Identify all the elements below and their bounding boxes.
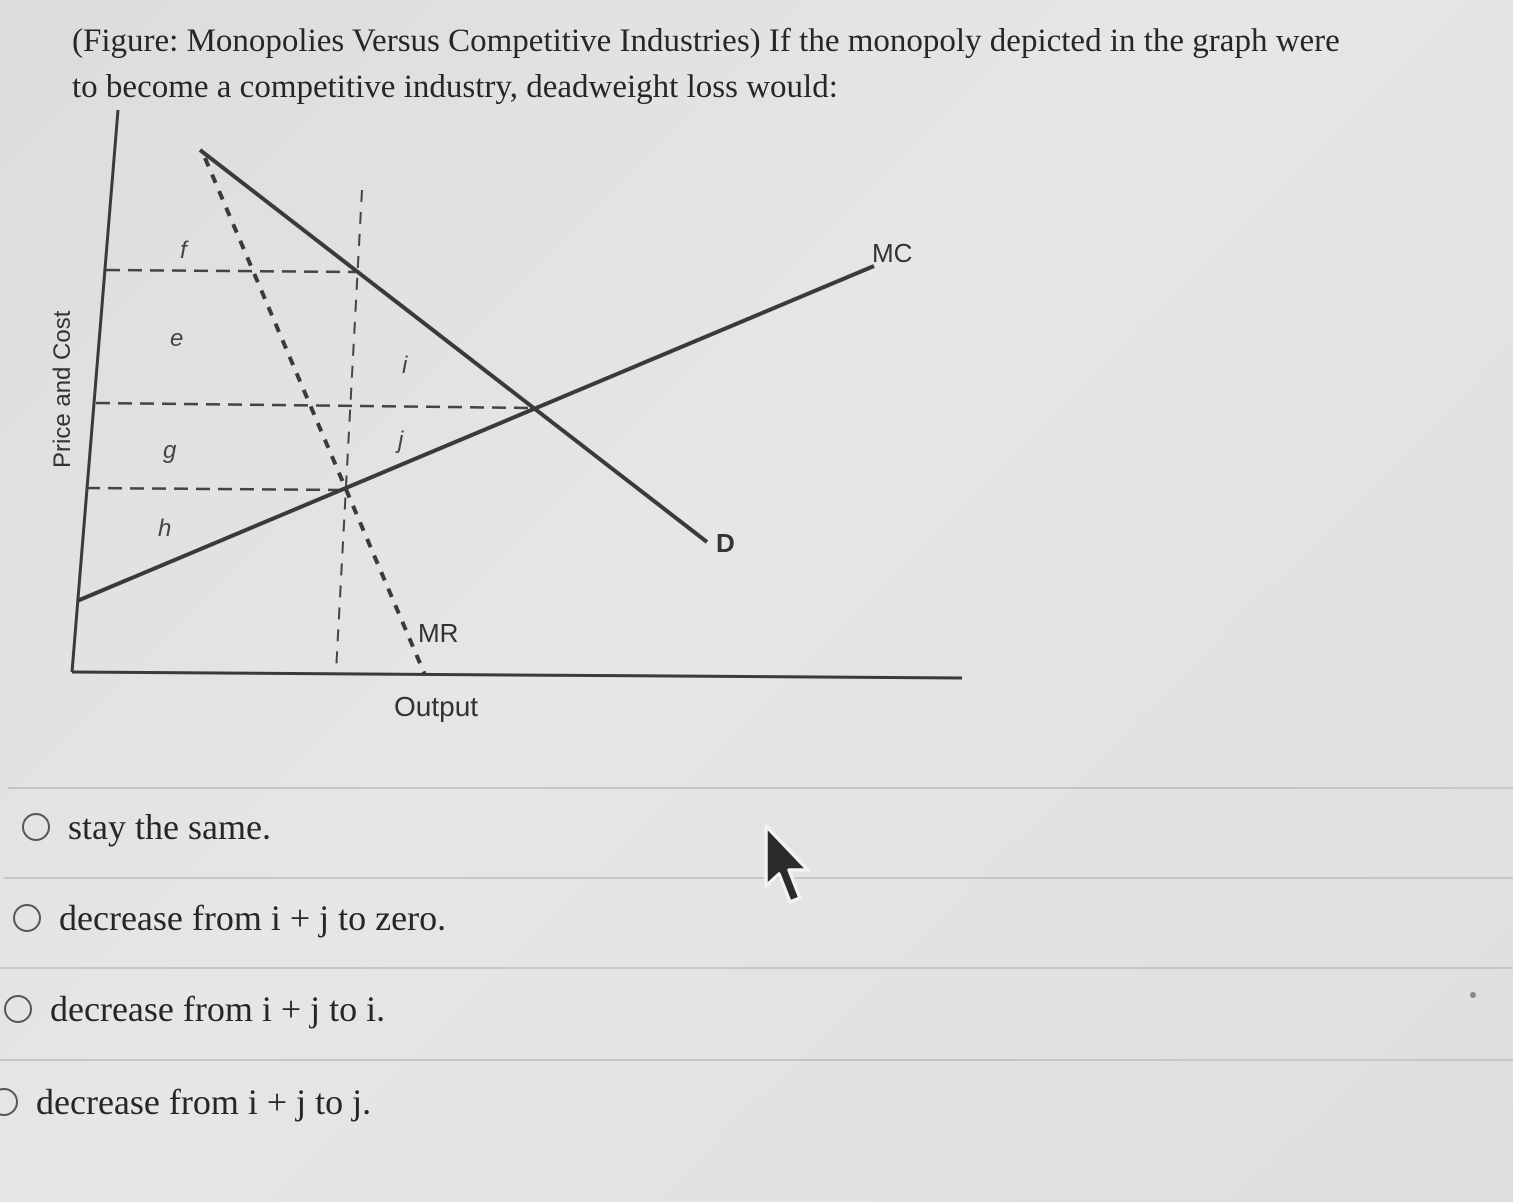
area-label-j: j: [398, 427, 404, 454]
option-stay-same[interactable]: [22, 806, 271, 848]
area-label-e: e: [170, 325, 184, 352]
divider-1: [8, 787, 1513, 789]
option-label: stay the same.: [68, 807, 271, 847]
radio-button[interactable]: [22, 813, 50, 841]
divider-3: [0, 967, 1513, 969]
option-label: decrease from i + j to zero.: [59, 898, 447, 938]
mr-label: MR: [418, 618, 459, 648]
guide-monopoly-output: [336, 190, 362, 672]
area-label-h: h: [158, 515, 172, 542]
speck-dot: [1470, 992, 1476, 998]
mr-curve: [205, 158, 425, 675]
option-label: decrease from i + j to j.: [36, 1082, 372, 1122]
mc-label: MC: [872, 238, 913, 268]
radio-button[interactable]: [4, 995, 32, 1023]
radio-button[interactable]: [13, 904, 41, 932]
option-decrease-to-i[interactable]: [4, 988, 385, 1030]
divider-2: [4, 877, 1513, 879]
monopoly-graph: [0, 0, 1000, 740]
guide-competitive-price: [96, 403, 533, 408]
area-label-i: i: [402, 352, 408, 379]
area-label-f: f: [180, 237, 187, 264]
question-line-2: to become a competitive industry, deadweight loss would:: [72, 69, 838, 105]
area-label-g: g: [163, 437, 177, 464]
question-line-1: (Figure: Monopolies Versus Competitive Industries) If the monopoly depicted in the graph were: [72, 23, 1340, 59]
option-decrease-to-zero[interactable]: [13, 897, 446, 939]
option-decrease-to-j[interactable]: [0, 1081, 371, 1123]
radio-button[interactable]: [0, 1088, 18, 1116]
option-label: decrease from i + j to i.: [50, 989, 386, 1029]
y-axis-label: Price and Cost: [49, 310, 76, 468]
guide-mc-at-monopoly-output: [86, 488, 346, 490]
divider-4: [0, 1059, 1513, 1061]
demand-label: D: [716, 528, 735, 558]
x-axis: [72, 672, 962, 678]
x-axis-label: Output: [394, 691, 479, 722]
guide-monopoly-price: [106, 270, 357, 272]
mouse-cursor-icon: [760, 822, 816, 908]
mc-curve: [77, 266, 874, 601]
demand-curve: [200, 150, 707, 542]
